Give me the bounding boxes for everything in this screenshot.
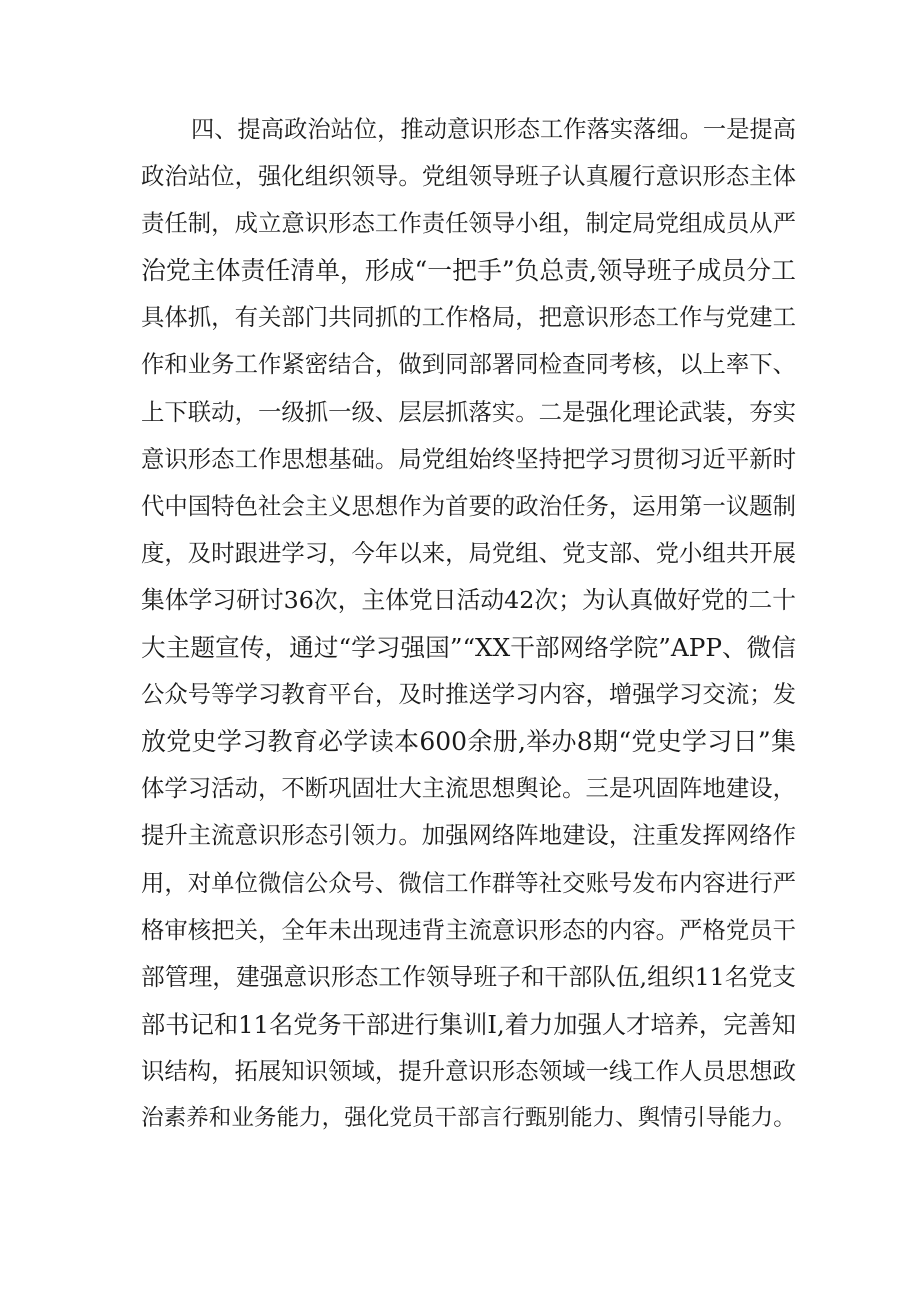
paragraph-line: 责任制，成立意识形态工作责任领导小组，制定局党组成员从严: [141, 209, 796, 238]
paragraph-line: 部书记和11名党务干部进行集训I,着力加强人才培养，完善知: [141, 1009, 796, 1039]
paragraph-line: 放党史学习教育必学读本600余册,举办8期“党史学习日”集: [141, 727, 796, 757]
paragraph-line: 上下联动，一级抓一级、层层抓落实。二是强化理论武装，夯实: [141, 397, 796, 426]
paragraph-line: 集体学习研讨36次，主体党日活动42次；为认真做好党的二十: [141, 585, 796, 614]
paragraph-line: 治素养和业务能力，强化党员干部言行甄别能力、舆情引导能力。: [141, 1104, 796, 1131]
paragraph-line: 大主题宣传，通过“学习强国”“XX干部网络学院”APP、微信: [141, 633, 796, 663]
paragraph-line: 作和业务工作紧密结合，做到同部署同检查同考核，以上率下、: [141, 350, 796, 379]
body-paragraph: [141, 106, 796, 1142]
paragraph-line: 具体抓，有关部门共同抓的工作格局，把意识形态工作与党建工: [141, 303, 796, 332]
paragraph-line: 格审核把关，全年未出现违背主流意识形态的内容。严格党员干: [141, 915, 796, 944]
paragraph-line: 意识形态工作思想基础。局党组始终坚持把学习贯彻习近平新时: [141, 444, 796, 473]
paragraph-line: 四、提高政治站位，推动意识形态工作落实落细。一是提高: [191, 116, 796, 143]
paragraph-line: 体学习活动，不断巩固壮大主流思想舆论。三是巩固阵地建设，: [141, 774, 796, 803]
paragraph-line: 用，对单位微信公众号、微信工作群等社交账号发布内容进行严: [141, 868, 796, 897]
paragraph-line: 代中国特色社会主义思想作为首要的政治任务，运用第一议题制: [141, 491, 796, 520]
paragraph-line: 度，及时跟进学习，今年以来，局党组、党支部、党小组共开展: [141, 538, 796, 567]
paragraph-line: 治党主体责任清单，形成“一把手”负总责,领导班子成员分工: [141, 256, 796, 286]
paragraph-line: 部管理，建强意识形态工作领导班子和干部队伍,组织11名党支: [141, 962, 796, 991]
paragraph-line: 公众号等学习教育平台，及时推送学习内容，增强学习交流；发: [141, 680, 796, 709]
paragraph-line: 识结构，拓展知识领域，提升意识形态领域一线工作人员思想政: [141, 1056, 796, 1085]
paragraph-line: 提升主流意识形态引领力。加强网络阵地建设，注重发挥网络作: [141, 821, 796, 850]
paragraph-line: 政治站位，强化组织领导。党组领导班子认真履行意识形态主体: [141, 162, 796, 191]
